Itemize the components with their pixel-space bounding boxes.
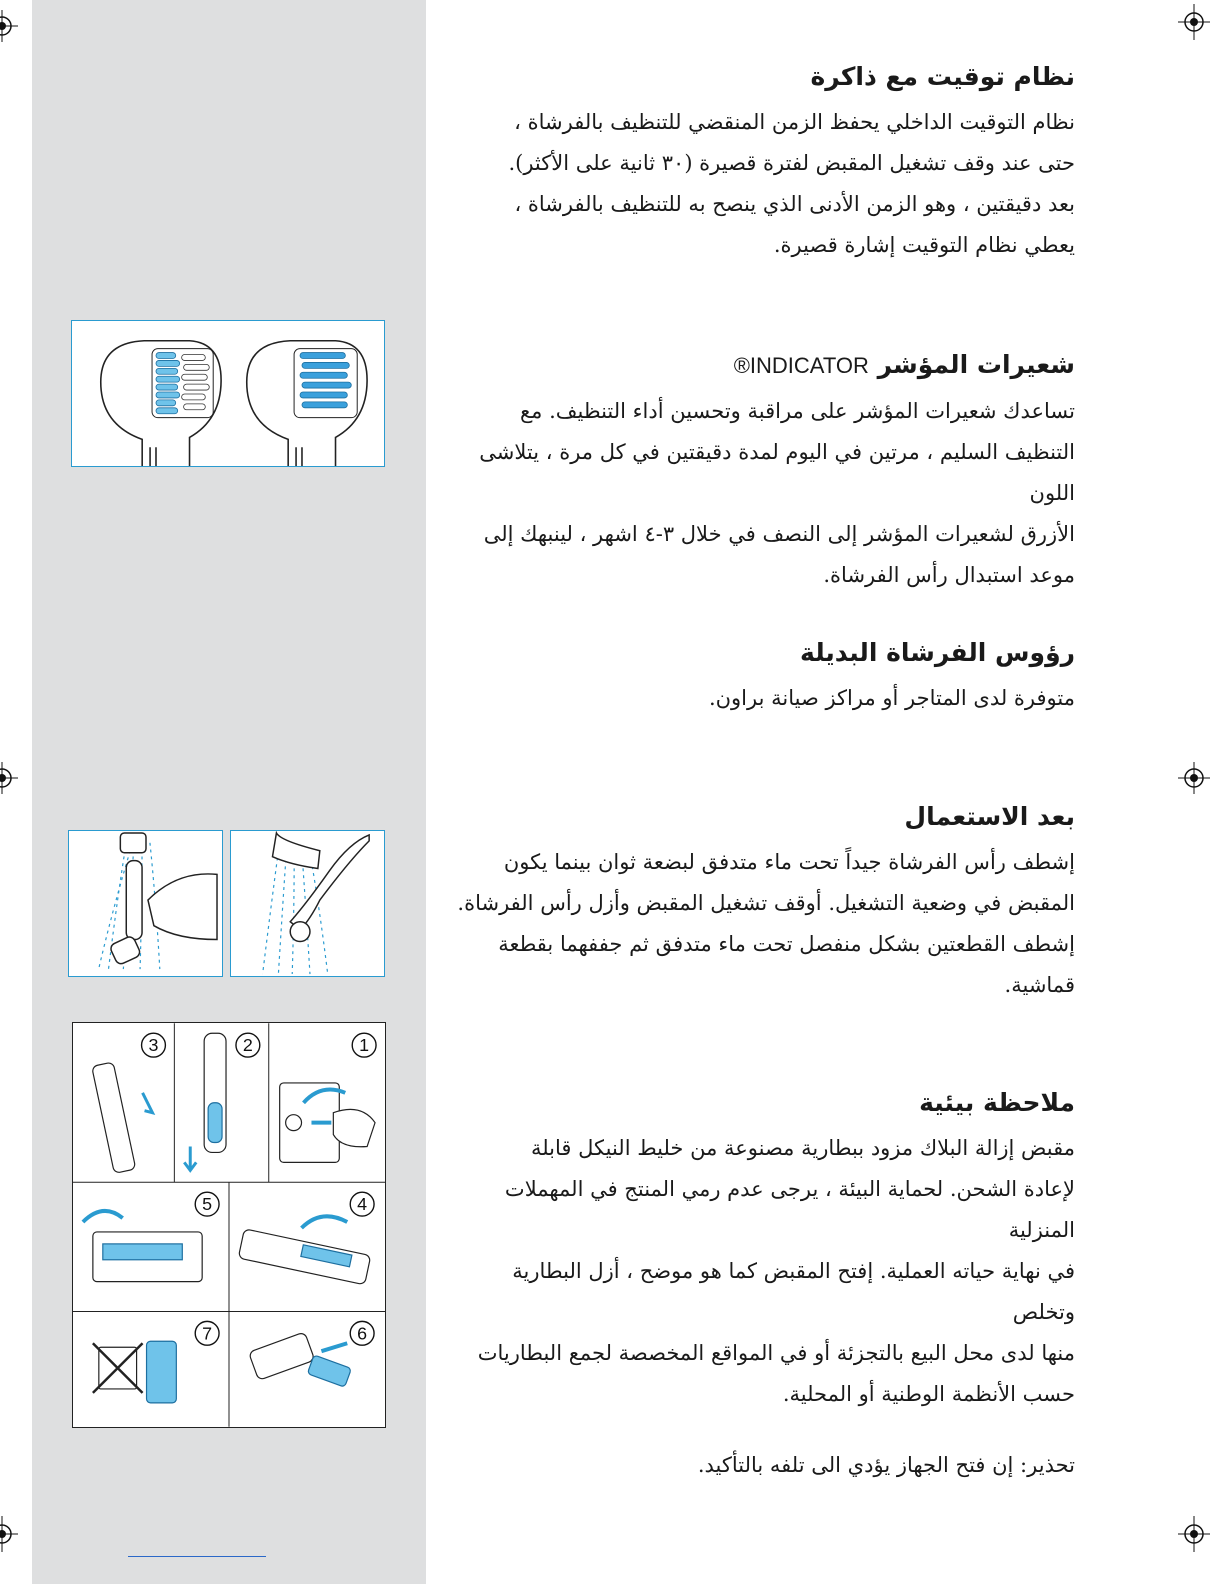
step-4-drawing: [238, 1216, 371, 1285]
section-environment-note: [455, 1084, 1075, 1486]
step-7-number: 7: [202, 1323, 213, 1344]
timer-line-3: بعد دقيقتين ، وهو الزمن الأدنى الذي ينصح به للتنظيف بالفرشاة ،: [514, 192, 1075, 216]
brush-head-faded-icon: [247, 341, 367, 466]
section-after-use: [455, 798, 1075, 1006]
step-3-drawing: [92, 1062, 153, 1173]
registration-mark-bottom-left-icon: [0, 1516, 18, 1552]
after-use-line-1: إشطف رأس الفرشاة جيداً تحت ماء متدفق لبضعة ثوان بينما يكون: [503, 850, 1075, 874]
indicator-heading: [455, 346, 1075, 385]
step-5-drawing: [83, 1211, 202, 1282]
indicator-heading-latin: INDICATOR®: [733, 353, 869, 378]
after-use-line-4: قماشية.: [1004, 973, 1075, 997]
timer-heading: نظام توقيت مع ذاكرة: [810, 62, 1075, 91]
timer-line-1: نظام التوقيت الداخلي يحفظ الزمن المنقضي للتنظيف بالفرشاة ،: [514, 110, 1075, 134]
step-6-drawing: [249, 1332, 352, 1387]
environment-line-4: منها لدى محل البيع بالتجزئة أو في المواقع المخصصة لجمع البطاريات: [477, 1341, 1075, 1365]
environment-warning: تحذير: إن فتح الجهاز يؤدي الى تلفه بالتأكيد.: [697, 1453, 1075, 1477]
indicator-heading-arabic: شعيرات المؤشر: [877, 350, 1075, 379]
registration-mark-top-left-icon: [0, 10, 18, 42]
step-5-number: 5: [202, 1194, 213, 1215]
after-use-line-3: إشطف القطعتين بشكل منفصل تحت ماء متدفق ثم جففهما بقطعة: [498, 932, 1075, 956]
step-6-number: 6: [357, 1323, 368, 1344]
section-timer: [455, 58, 1075, 266]
indicator-line-4: موعد استبدال رأس الفرشاة.: [823, 563, 1075, 587]
section-replacement-heads: [455, 634, 1075, 719]
step-4-number: 4: [357, 1194, 368, 1215]
brush-head-full-blue-icon: [101, 341, 221, 466]
registration-mark-top-right-icon: [1178, 4, 1210, 40]
indicator-line-3: الأزرق لشعيرات المؤشر إلى النصف في خلال ٣-٤ اشهر ، لينبهك إلى: [483, 522, 1075, 546]
figure-rinse-brush-head: [230, 830, 385, 977]
environment-line-5: حسب الأنظمة الوطنية أو المحلية.: [782, 1382, 1075, 1406]
replacement-line-1: متوفرة لدى المتاجر أو مراكز صيانة براون.: [708, 686, 1075, 710]
replacement-heading: رؤوس الفرشاة البديلة: [800, 638, 1075, 667]
registration-mark-mid-left-icon: [0, 762, 18, 794]
step-1-drawing: [280, 1083, 375, 1162]
timer-line-2: حتى عند وقف تشغيل المقبض لفترة قصيرة (٣٠ ثانية على الأكثر).: [508, 151, 1075, 175]
environment-heading: ملاحظة بيئية: [919, 1088, 1075, 1117]
environment-line-3: في نهاية حياته العملية. إفتح المقبض كما هو موضح ، أزل البطارية وتخلص: [512, 1259, 1075, 1324]
section-indicator: [455, 346, 1075, 596]
indicator-line-2: التنظيف السليم ، مرتين في اليوم لمدة دقيقتين في كل مرة ، يتلاشى اللون: [479, 440, 1075, 505]
footer-rule: [128, 1556, 266, 1557]
step-2-drawing: [184, 1033, 226, 1170]
indicator-line-1: تساعدك شعيرات المؤشر على مراقبة وتحسين أداء التنظيف. مع: [520, 399, 1075, 423]
registration-mark-bottom-right-icon: [1178, 1516, 1210, 1552]
timer-line-4: يعطي نظام التوقيت إشارة قصيرة.: [773, 233, 1075, 257]
figure-rinse-handle: [68, 830, 223, 977]
step-3-number: 3: [148, 1035, 159, 1056]
environment-line-2: لإعادة الشحن. لحماية البيئة ، يرجى عدم رمي المنتج في المهملات المنزلية: [504, 1177, 1075, 1242]
registration-mark-mid-right-icon: [1178, 762, 1210, 794]
figure-battery-removal-steps: [72, 1022, 386, 1428]
hand-icon: [148, 874, 217, 940]
after-use-line-2: المقبض في وضعية التشغيل. أوقف تشغيل المقبض وأزل رأس الفرشاة.: [457, 891, 1075, 915]
figure-indicator-bristles: [71, 320, 385, 467]
step-2-number: 2: [242, 1035, 253, 1056]
after-use-heading: بعد الاستعمال: [904, 802, 1075, 831]
environment-line-1: مقبض إزالة البلاك مزود ببطارية مصنوعة من خليط النيكل قابلة: [530, 1136, 1075, 1160]
step-1-number: 1: [359, 1035, 370, 1056]
step-7-recycle-bin-crossed-icon: [93, 1341, 176, 1403]
